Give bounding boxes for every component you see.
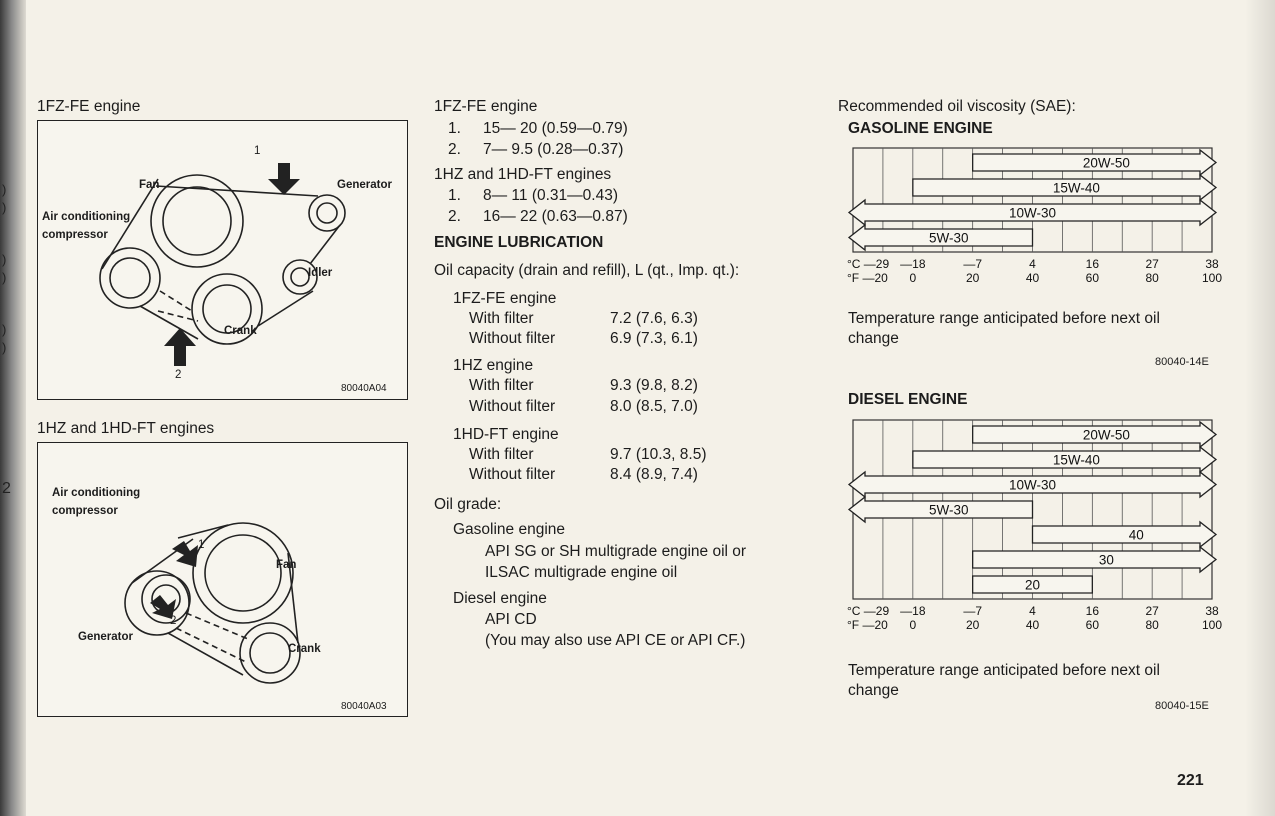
gasoline-text: API SG or SH multigrade engine oil or	[485, 543, 747, 560]
belt-row-value: 8— 11 (0.31—0.43)	[483, 187, 618, 204]
fan-label: Fan	[276, 559, 297, 571]
edge-mark: )	[2, 252, 7, 267]
range-bar-label: 15W-40	[1052, 452, 1100, 468]
ac-label: Air conditioning	[52, 487, 141, 499]
belt-row-num: 2.	[448, 208, 461, 225]
edge-mark: )	[2, 340, 7, 355]
fahrenheit-tick-label: 100	[1201, 618, 1223, 632]
celsius-tick-label: 4	[1029, 604, 1036, 618]
fahrenheit-tick-label: 0	[909, 271, 917, 285]
arrow-2-label: 2	[175, 369, 182, 381]
filter-label: With filter	[469, 446, 534, 463]
gasoline-label: Gasoline engine	[453, 521, 566, 538]
viscosity-chart-gasoline	[845, 140, 1223, 312]
belt-row-value: 15— 20 (0.59—0.79)	[483, 120, 628, 137]
filter-value: 7.2 (7.6, 6.3)	[610, 310, 698, 327]
fahrenheit-tick-label: 0	[909, 618, 917, 632]
fahrenheit-tick-label: 100	[1201, 271, 1223, 285]
compressor-label: compressor	[52, 505, 118, 517]
belt-1fz-title: 1FZ-FE engine	[434, 98, 538, 115]
celsius-tick-label: °C —29	[847, 604, 890, 618]
chart-caption: Temperature range anticipated before next oil	[848, 310, 1160, 327]
page-shadow	[1245, 0, 1275, 816]
edge-mark: )	[2, 270, 7, 285]
arrow-1-label: 1	[198, 539, 205, 551]
range-bar-label: 20W-50	[1082, 155, 1130, 171]
fahrenheit-tick-label: °F —20	[847, 271, 888, 285]
celsius-tick-label: —18	[900, 257, 926, 271]
celsius-tick-label: 27	[1145, 257, 1159, 271]
gasoline-text: ILSAC multigrade engine oil	[485, 564, 678, 581]
range-bar-label: 15W-40	[1052, 180, 1100, 196]
celsius-tick-label: 4	[1029, 257, 1036, 271]
engine-name: 1HZ engine	[453, 357, 534, 374]
range-bar	[973, 547, 1216, 572]
range-bar-label: 30	[1098, 552, 1114, 568]
diesel-text: API CD	[485, 611, 537, 628]
range-bar	[1033, 522, 1217, 547]
range-bar-label: 10W-30	[1008, 205, 1057, 221]
diagram1-heading: 1FZ-FE engine	[37, 98, 141, 115]
chart-caption: change	[848, 330, 899, 347]
edge-mark: )	[2, 200, 7, 215]
diesel-label: Diesel engine	[453, 590, 547, 607]
celsius-tick-label: 38	[1205, 257, 1219, 271]
crank-label: Crank	[288, 643, 321, 655]
fahrenheit-tick-label: 40	[1025, 271, 1040, 285]
chart-caption: Temperature range anticipated before next oil	[848, 662, 1160, 679]
chart1-title: GASOLINE ENGINE	[848, 120, 993, 137]
crank-label: Crank	[224, 325, 257, 337]
fahrenheit-tick-label: 20	[965, 271, 980, 285]
generator-label: Generator	[337, 179, 392, 191]
filter-label: With filter	[469, 377, 534, 394]
belt-diagram-1hz	[37, 442, 408, 717]
filter-label: Without filter	[469, 330, 556, 347]
belt-row-num: 1.	[448, 120, 461, 137]
page-number: 221	[1177, 772, 1204, 789]
belt-drawing	[38, 443, 407, 716]
range-bar-label: 10W-30	[1008, 477, 1057, 493]
celsius-tick-label: 16	[1085, 257, 1100, 271]
capacity-intro: Oil capacity (drain and refill), L (qt., Imp. qt.):	[434, 262, 740, 279]
generator-label: Generator	[78, 631, 133, 643]
filter-value: 9.3 (9.8, 8.2)	[610, 377, 698, 394]
chart1-code: 80040-14E	[1155, 356, 1209, 368]
celsius-tick-label: —7	[963, 604, 983, 618]
binding-edge	[0, 0, 26, 816]
arrow-1-label: 1	[254, 145, 261, 157]
celsius-tick-label: —18	[900, 604, 926, 618]
chart2-title: DIESEL ENGINE	[848, 391, 968, 408]
viscosity-chart-diesel	[845, 412, 1223, 660]
fahrenheit-tick-label: 80	[1145, 271, 1159, 285]
filter-label: Without filter	[469, 466, 556, 483]
fahrenheit-tick-label: 80	[1145, 618, 1159, 632]
fahrenheit-tick-label: 60	[1085, 271, 1100, 285]
ac-label: Air conditioning	[42, 211, 131, 223]
range-bar-label: 20	[1024, 577, 1041, 593]
filter-label: With filter	[469, 310, 534, 327]
edge-mark: )	[2, 322, 7, 337]
belt-drawing	[38, 121, 407, 399]
belt-row-value: 7— 9.5 (0.28—0.37)	[483, 141, 624, 158]
filter-label: Without filter	[469, 398, 556, 415]
celsius-tick-label: 16	[1085, 604, 1100, 618]
filter-value: 6.9 (7.3, 6.1)	[610, 330, 698, 347]
oil-grade-label: Oil grade:	[434, 496, 502, 513]
arrow-2-label: 2	[170, 615, 177, 627]
fan-label: Fan	[139, 179, 160, 191]
fahrenheit-tick-label: 20	[965, 618, 980, 632]
range-bar-label: 5W-30	[928, 230, 969, 246]
edge-mark: 2	[2, 480, 11, 497]
diagram2-heading: 1HZ and 1HD-FT engines	[37, 420, 215, 437]
celsius-tick-label: 27	[1145, 604, 1159, 618]
diesel-text: (You may also use API CE or API CF.)	[485, 632, 746, 649]
lubrication-heading: ENGINE LUBRICATION	[434, 234, 604, 251]
belt-1hz-title: 1HZ and 1HD-FT engines	[434, 166, 612, 183]
belt-row-num: 2.	[448, 141, 461, 158]
chart2-code: 80040-15E	[1155, 700, 1209, 712]
viscosity-intro: Recommended oil viscosity (SAE):	[838, 98, 1076, 115]
idler-label: Idler	[308, 267, 333, 279]
fahrenheit-tick-label: °F —20	[847, 618, 888, 632]
belt-row-num: 1.	[448, 187, 461, 204]
range-bar-label: 40	[1128, 527, 1144, 543]
edge-mark: )	[2, 182, 7, 197]
celsius-tick-label: 38	[1205, 604, 1219, 618]
chart-caption: change	[848, 682, 899, 699]
fahrenheit-tick-label: 40	[1025, 618, 1040, 632]
celsius-tick-label: °C —29	[847, 257, 890, 271]
engine-name: 1HD-FT engine	[453, 426, 559, 443]
range-bar-label: 5W-30	[928, 502, 969, 518]
filter-value: 9.7 (10.3, 8.5)	[610, 446, 707, 463]
celsius-tick-label: —7	[963, 257, 983, 271]
diagram-code: 80040A04	[341, 383, 387, 394]
filter-value: 8.0 (8.5, 7.0)	[610, 398, 698, 415]
range-bar-label: 20W-50	[1082, 427, 1130, 443]
belt-row-value: 16— 22 (0.63—0.87)	[483, 208, 628, 225]
engine-name: 1FZ-FE engine	[453, 290, 557, 307]
compressor-label: compressor	[42, 229, 108, 241]
belt-diagram-1fz	[37, 120, 408, 400]
fahrenheit-tick-label: 60	[1085, 618, 1100, 632]
filter-value: 8.4 (8.9, 7.4)	[610, 466, 698, 483]
diagram-code: 80040A03	[341, 701, 387, 712]
